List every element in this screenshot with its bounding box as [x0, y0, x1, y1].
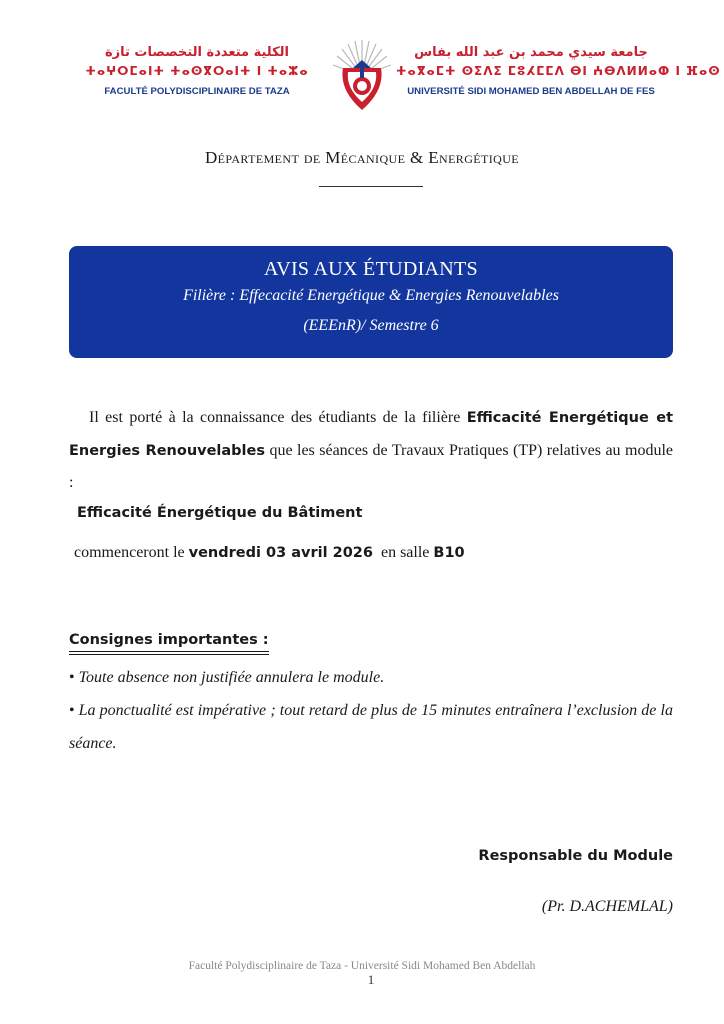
announcement-paragraph: [69, 402, 673, 499]
consigne-item: [69, 661, 673, 694]
page-footer: Faculté Polydisciplinaire de Taza - Université Sidi Mohamed Ben Abdellah: [188, 960, 536, 972]
start-prefix: commenceront le: [74, 544, 189, 561]
notice-subtitle-line2: (EEEnR)/ Semestre 6: [303, 317, 439, 334]
department-divider: [319, 186, 423, 187]
consigne-text: Toute absence non justifiée annulera le module.: [78, 669, 385, 686]
faculty-name-block: [72, 44, 322, 100]
paragraph-outro: que les séances de Travaux Pratiques (TP) relatives au module :: [69, 441, 673, 491]
consignes-heading-text: Consignes importantes :: [69, 632, 269, 648]
faculty-name-latin: FACULTÉ POLYDISCIPLINAIRE DE TAZA: [104, 86, 290, 97]
department-title: Département de Mécanique & Energétique: [204, 148, 519, 167]
university-name-arabic: جامعة سيدي محمد بن عبد الله بفاس: [414, 45, 648, 60]
room-prefix: en salle: [372, 544, 434, 561]
notice-banner: [69, 246, 673, 358]
consigne-item: [69, 694, 673, 760]
bullet-icon: •: [69, 669, 75, 686]
start-date-line: [74, 544, 465, 562]
university-name-block: [396, 44, 721, 100]
university-emblem-icon: [331, 38, 393, 114]
university-name-latin: UNIVERSITÉ SIDI MOHAMED BEN ABDELLAH DE FES: [407, 86, 655, 97]
notice-title: AVIS AUX ÉTUDIANTS: [264, 258, 478, 280]
filiere-name: Efficacité Energétique et Energies Renouvelables: [69, 410, 673, 459]
start-date: vendredi 03 avril 2026: [188, 545, 373, 561]
consignes-heading: [69, 632, 269, 648]
module-name: Efficacité Énergétique du Bâtiment: [77, 505, 363, 521]
paragraph-intro: Il est porté à la connaissance des étudiants de la filière: [89, 409, 467, 426]
heading-underline-second: [69, 654, 269, 655]
faculty-name-tifinagh: ⵜⴰⵖⵔⵎⴰⵏⵜ ⵜⴰⵙⴳⵔⴰⵏⵜ ⵏ ⵜⴰⵣⴰ: [85, 64, 309, 78]
faculty-name-arabic: الكلية متعددة التخصصات تازة: [104, 45, 290, 60]
page-number: 1: [367, 972, 375, 987]
heading-underline: [69, 651, 269, 652]
signature-name: (Pr. D.ACHEMLAL): [541, 898, 673, 915]
notice-subtitle-line1: Filière : Effecacité Energétique & Energies Renouvelables: [183, 287, 559, 304]
signature-role: Responsable du Module: [478, 848, 673, 864]
consigne-text: La ponctualité est impérative ; tout retard de plus de 15 minutes entraînera l’exclusion de la séance.: [69, 702, 673, 752]
module-name-line: [77, 504, 362, 522]
university-name-tifinagh: ⵜⴰⴳⴰⵎⵜ ⵙⵉⴷⵉ ⵎⵓⵃⵎⵎⴷ ⴱⵏ ⵄⴱⴷⵍⵍⴰⵀ ⵏ ⴼⴰⵙ: [396, 64, 721, 78]
bullet-icon: •: [69, 702, 75, 719]
room-number: B10: [433, 545, 465, 561]
